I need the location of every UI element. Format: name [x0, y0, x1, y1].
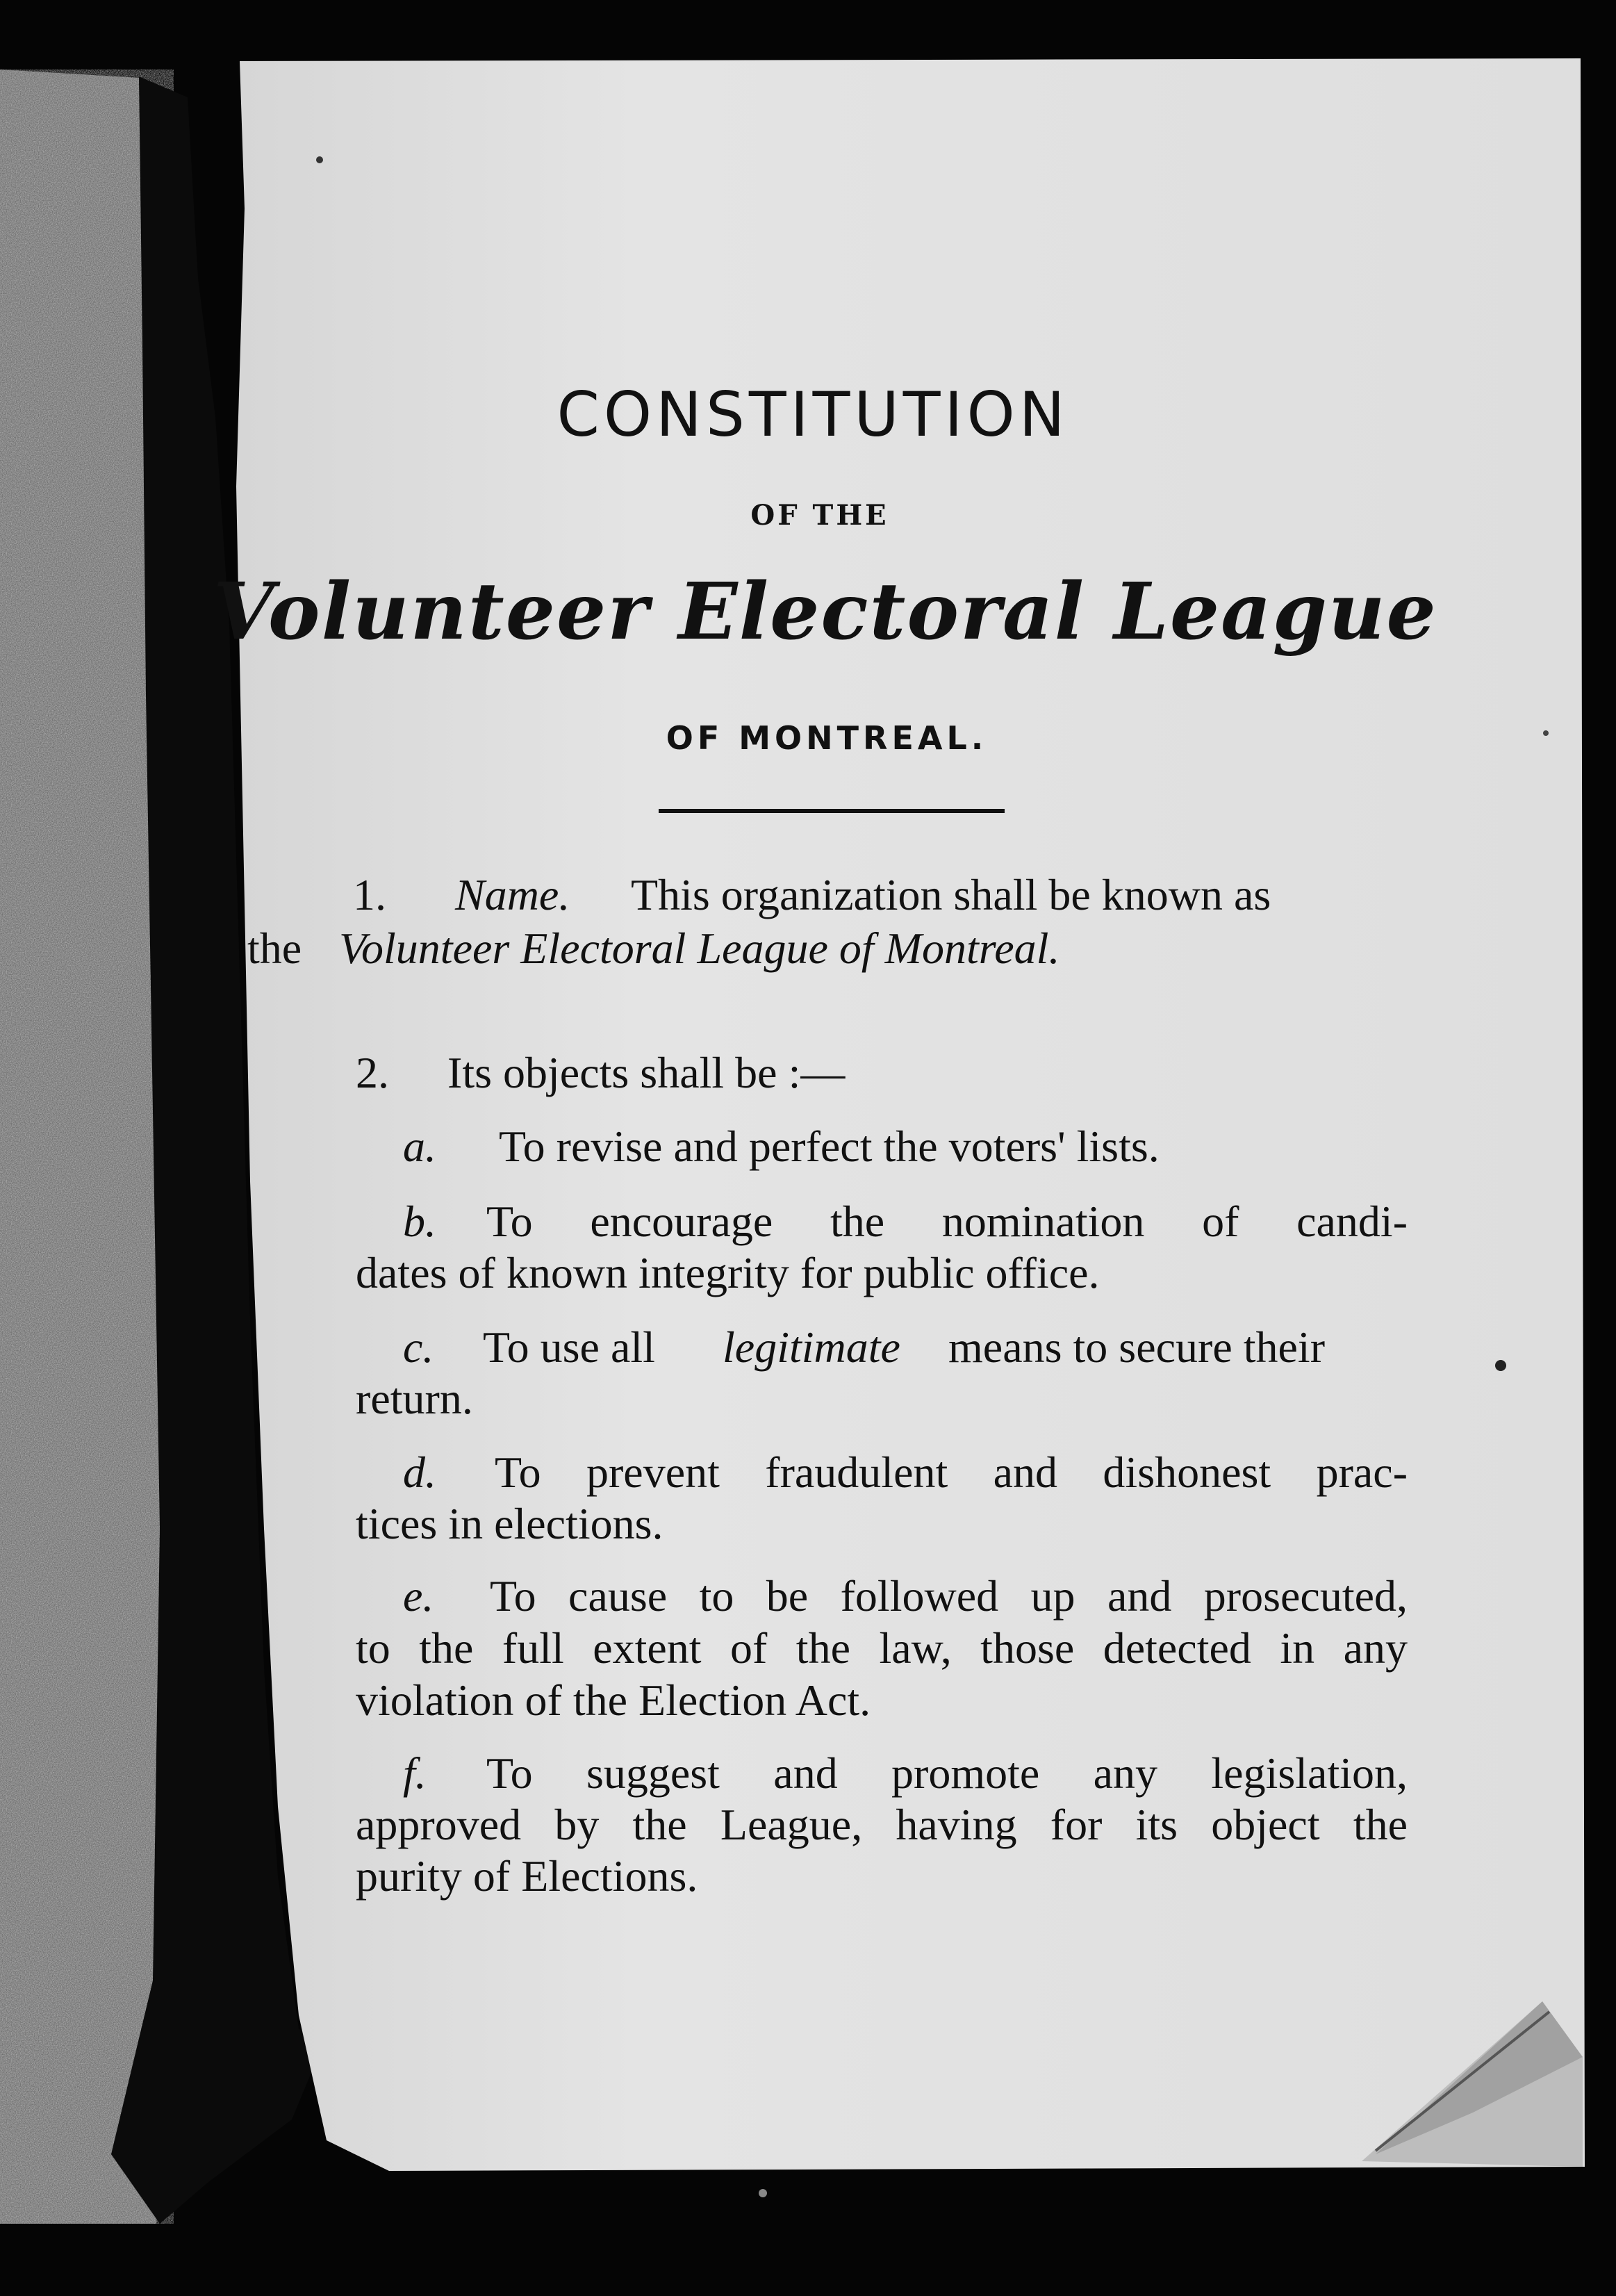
object-letter-b: b. — [403, 1197, 436, 1246]
object-letter-a: a. — [403, 1122, 436, 1171]
article-2-intro: Its objects shall be :— — [447, 1048, 846, 1097]
object-d-line-2: tices in elections. — [356, 1499, 663, 1548]
of-the-subtitle: OF THE — [750, 499, 889, 532]
object-e-line-2: to the full extent of the law, those detected in any — [356, 1623, 1408, 1673]
object-letter-c: c. — [403, 1322, 434, 1372]
object-e-line-3: violation of the Election Act. — [356, 1675, 871, 1725]
object-letter-d: d. — [403, 1448, 436, 1497]
object-e-line-1: To cause to be followed up and prosecuted, — [490, 1571, 1408, 1621]
league-full-name: Volunteer Electoral League of Montreal. — [339, 924, 1060, 973]
document-title: CONSTITUTION — [556, 379, 1069, 450]
article-2-number: 2. — [356, 1048, 389, 1097]
object-f-line-3: purity of Elections. — [356, 1851, 698, 1901]
object-c-line-1b: means to secure their — [948, 1322, 1325, 1372]
object-c-line-1a: To use all — [483, 1322, 655, 1372]
object-c-legitimate: legitimate — [723, 1322, 900, 1372]
object-f-line-1: To suggest and promote any legislation, — [486, 1748, 1408, 1798]
league-name-heading: Volunteer Electoral League — [213, 566, 1437, 657]
object-letter-e: e. — [403, 1571, 434, 1621]
title-divider — [659, 809, 1005, 813]
object-d-line-1: To prevent fraudulent and dishonest prac- — [495, 1448, 1408, 1497]
article-1-text: This organization shall be known as — [631, 870, 1271, 919]
object-c-line-2: return. — [356, 1374, 473, 1423]
object-a-line-1: To revise and perfect the voters' lists. — [499, 1122, 1160, 1171]
article-1-text-the: the — [247, 924, 302, 973]
object-b-line-2: dates of known integrity for public office. — [356, 1248, 1100, 1297]
object-b-line-1: To encourage the nomination of candi- — [486, 1197, 1408, 1246]
article-1-heading: Name. — [455, 870, 570, 919]
object-letter-f: f. — [403, 1748, 427, 1798]
of-montreal-subtitle: OF MONTREAL. — [666, 719, 988, 757]
article-1-number: 1. — [353, 870, 386, 919]
object-f-line-2: approved by the League, having for its object the — [356, 1800, 1408, 1849]
